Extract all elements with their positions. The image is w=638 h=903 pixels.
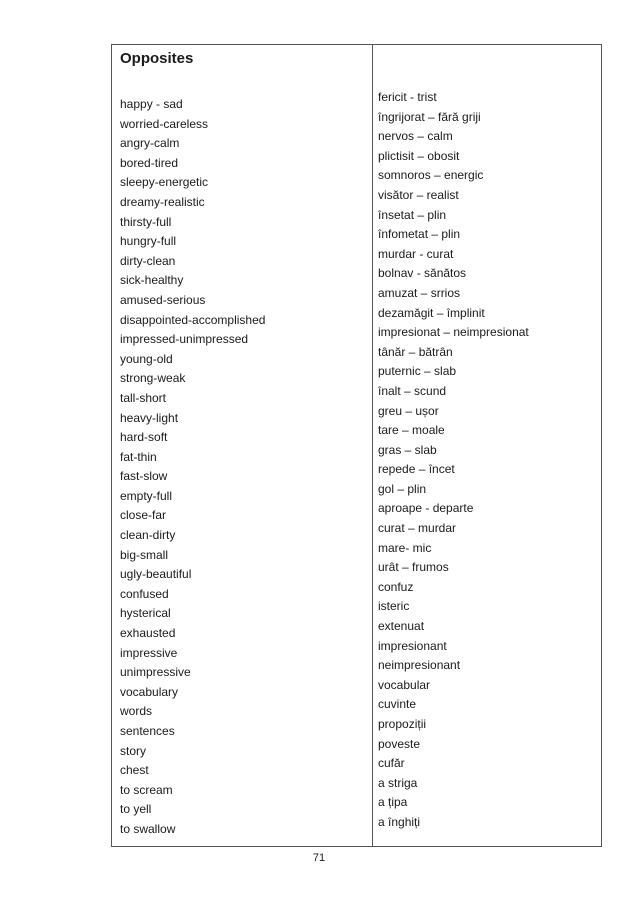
english-term: dreamy-realistic: [120, 194, 205, 209]
english-term: confused: [120, 586, 169, 601]
page-number: 71: [312, 852, 326, 864]
romanian-term: propoziții: [378, 717, 427, 731]
english-term: impressed-unimpressed: [120, 332, 249, 347]
romanian-term: bolnav - sănătos: [378, 266, 467, 281]
column-divider: [372, 45, 373, 846]
english-term: words: [120, 704, 153, 719]
english-term: dirty-clean: [120, 253, 176, 268]
romanian-term: înalt – scund: [378, 383, 447, 398]
english-word-list: [120, 95, 368, 840]
romanian-term: însetat – plin: [378, 207, 447, 222]
english-term: hysterical: [120, 606, 171, 621]
vocabulary-table: [111, 44, 602, 847]
romanian-term: dezamăgit – împlinit: [378, 305, 485, 320]
english-term: to yell: [120, 802, 152, 817]
romanian-term: mare- mic: [378, 540, 432, 555]
english-term: ugly-beautiful: [120, 567, 192, 582]
english-term: impressive: [120, 645, 178, 660]
english-term: close-far: [120, 508, 167, 523]
table-title: Opposites: [120, 50, 194, 67]
english-term: sick-healthy: [120, 273, 184, 288]
english-term: vocabulary: [120, 684, 179, 699]
romanian-term: impresionat – neimpresionat: [378, 325, 529, 340]
romanian-term: cuvinte: [378, 697, 417, 712]
english-term: hard-soft: [120, 430, 168, 445]
romanian-term: impresionant: [378, 638, 447, 653]
romanian-term: nervos – calm: [378, 129, 453, 144]
english-term: hungry-full: [120, 234, 177, 249]
romanian-term: fericit - trist: [378, 90, 437, 104]
romanian-term: confuz: [378, 579, 414, 594]
romanian-term: neimpresionant: [378, 658, 461, 673]
romanian-term: puternic – slab: [378, 364, 457, 379]
english-term: happy - sad: [120, 97, 183, 111]
english-term: young-old: [120, 351, 173, 366]
romanian-term: extenuat: [378, 619, 425, 634]
romanian-term: îngrijorat – fără griji: [378, 109, 481, 124]
english-term: strong-weak: [120, 371, 186, 386]
romanian-term: poveste: [378, 736, 421, 751]
romanian-term: greu – ușor: [378, 403, 439, 418]
romanian-column: [378, 88, 598, 833]
english-term: disappointed-accomplished: [120, 312, 266, 327]
romanian-term: curat – murdar: [378, 521, 457, 536]
english-term: tall-short: [120, 390, 167, 405]
english-term: sentences: [120, 724, 175, 738]
romanian-term: isteric: [378, 599, 410, 614]
english-term: chest: [120, 763, 149, 778]
romanian-term: a înghiți: [378, 814, 421, 829]
romanian-term: amuzat – srrios: [378, 285, 461, 300]
english-term: thirsty-full: [120, 214, 172, 229]
romanian-term: tare – moale: [378, 423, 445, 438]
romanian-term: urât – frumos: [378, 560, 449, 575]
romanian-term: înfometat – plin: [378, 227, 461, 242]
english-term: unimpressive: [120, 665, 191, 680]
romanian-term: visător – realist: [378, 187, 459, 202]
romanian-term: aproape - departe: [378, 501, 474, 516]
english-term: amused-serious: [120, 292, 206, 307]
english-term: to swallow: [120, 821, 176, 836]
romanian-term: vocabular: [378, 677, 431, 692]
romanian-term: a țipa: [378, 795, 408, 810]
english-term: to scream: [120, 782, 173, 797]
romanian-term: murdar - curat: [378, 246, 454, 261]
romanian-term: tânăr – bătrân: [378, 344, 453, 359]
english-term: sleepy-energetic: [120, 175, 209, 190]
english-term: angry-calm: [120, 136, 180, 151]
romanian-term: cufăr: [378, 756, 405, 771]
english-term: clean-dirty: [120, 528, 176, 543]
romanian-term: somnoros – energic: [378, 168, 484, 183]
english-term: bored-tired: [120, 155, 179, 170]
romanian-term: repede – încet: [378, 462, 455, 477]
english-column: [120, 48, 368, 840]
english-term: worried-careless: [120, 116, 209, 131]
english-term: big-small: [120, 547, 169, 562]
romanian-term: gras – slab: [378, 442, 437, 457]
english-term: empty-full: [120, 488, 173, 503]
english-term: story: [120, 743, 147, 758]
english-term: exhausted: [120, 626, 176, 641]
romanian-term: plictisit – obosit: [378, 148, 460, 163]
romanian-term: gol – plin: [378, 481, 427, 496]
english-term: fat-thin: [120, 449, 157, 464]
english-term: heavy-light: [120, 410, 179, 425]
romanian-word-list: [378, 88, 598, 833]
romanian-term: a striga: [378, 775, 418, 790]
english-term: fast-slow: [120, 469, 168, 484]
